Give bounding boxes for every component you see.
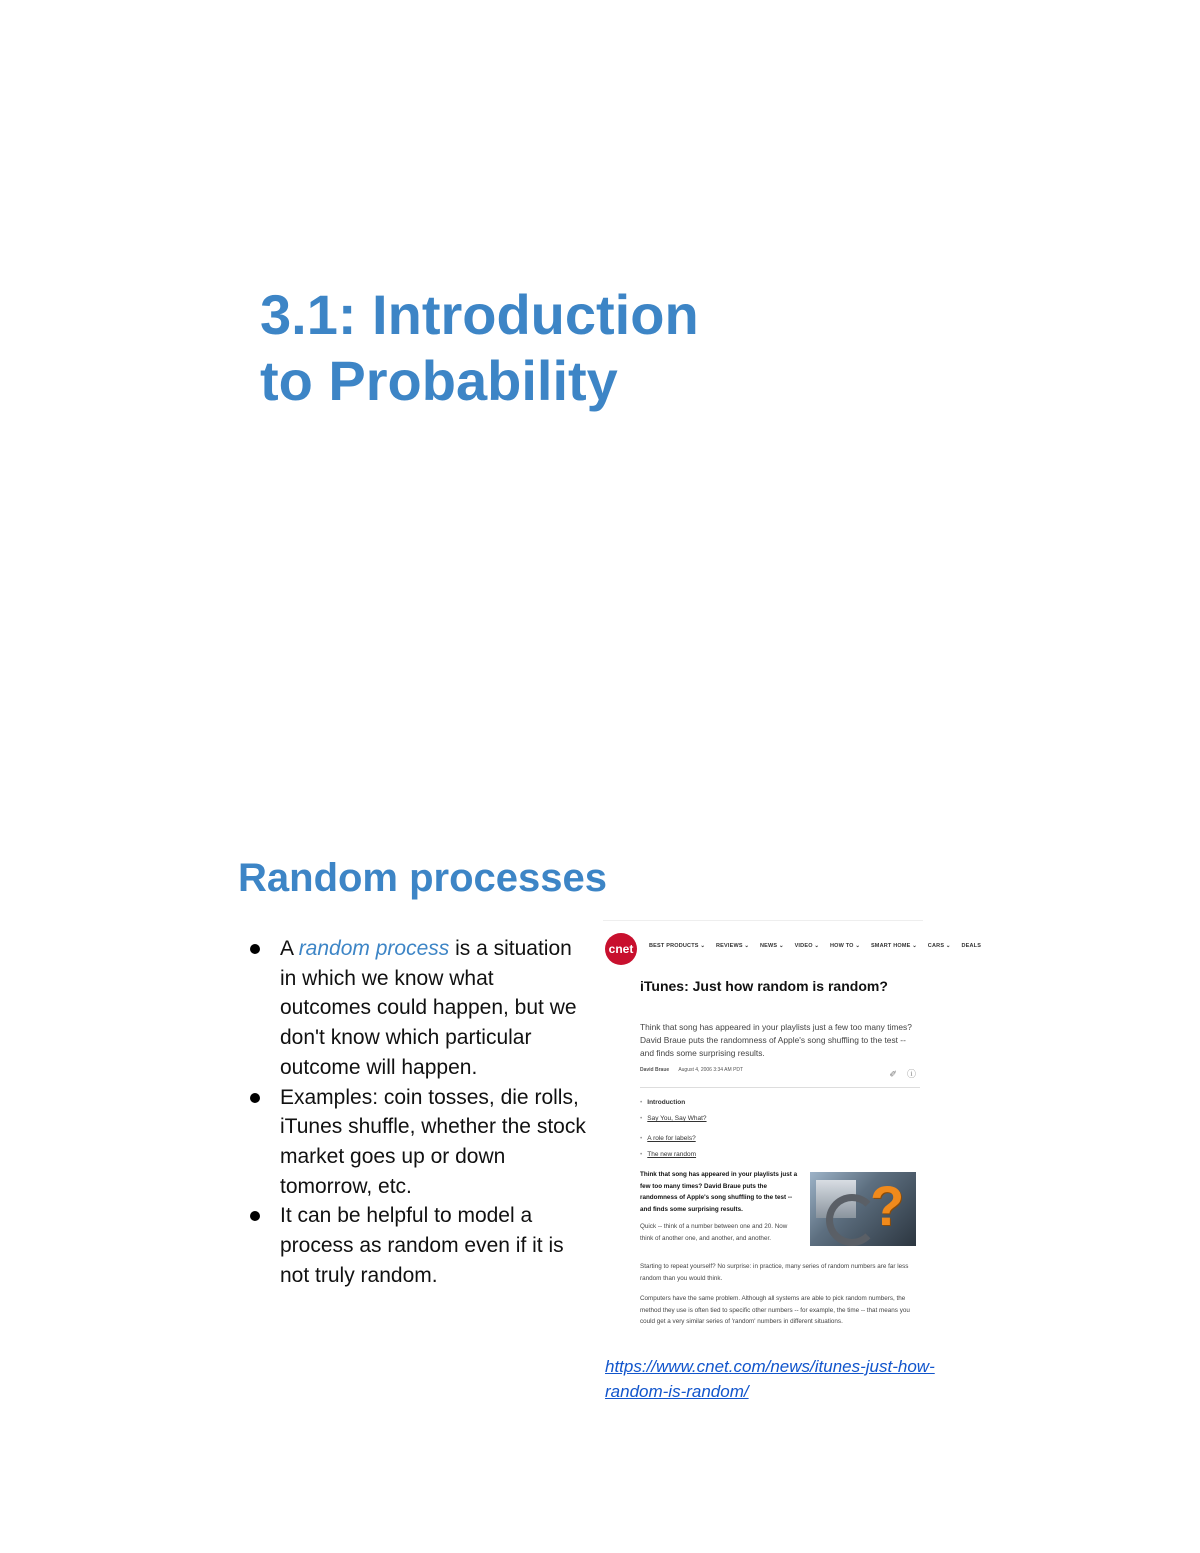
title-line-2: to Probability	[260, 349, 618, 412]
article-byline	[640, 1067, 920, 1088]
toc-item: • Introduction	[640, 1099, 686, 1106]
article-date: August 4, 2006 3:34 AM PDT	[678, 1067, 744, 1073]
article-paragraph: Starting to repeat yourself? No surprise: in practice, many series of random numbers are far less random than you would think.	[640, 1263, 909, 1282]
itunes-question-mark-image	[810, 1172, 916, 1246]
bullet-dot-icon	[250, 944, 260, 954]
toc-item: • The new random	[640, 1151, 697, 1158]
article-toc	[640, 1097, 840, 1165]
nav-item: SMART HOME ⌄	[870, 943, 918, 949]
article-headline: iTunes: Just how random is random?	[640, 978, 888, 994]
bullet-dot-icon	[250, 1211, 260, 1221]
bullet-modeling-text: It can be helpful to model a process as random even if it is not truly random.	[280, 1204, 564, 1287]
section-heading: Random processes	[238, 856, 608, 900]
bullet-item-definition	[248, 934, 588, 1083]
bullet-examples-text: Examples: coin tosses, die rolls, iTunes shuffle, whether the stock market goes up or down tomorrow, etc.	[280, 1085, 586, 1198]
toc-item: • A role for labels?	[640, 1135, 696, 1142]
title-line-1: 3.1: Introduction	[260, 283, 699, 346]
article-screenshot	[603, 920, 982, 1341]
article-paragraph: Quick -- think of a number between one and 20. Now think of another one, and another, and another.	[640, 1223, 788, 1242]
share-comment-icons	[889, 1067, 916, 1080]
cnet-logo: cnet	[605, 933, 637, 965]
bullet-prefix: A	[280, 937, 299, 960]
bullet-list	[248, 934, 588, 1290]
bullet-item-modeling	[248, 1201, 588, 1290]
bullet-dot-icon	[250, 1093, 260, 1103]
nav-item: HOW TO ⌄	[829, 943, 861, 949]
article-lede: Think that song has appeared in your playlists just a few too many times? David Braue puts the randomness of Apple's song shuffling to the test -- and finds some surprising results.	[640, 1171, 798, 1213]
page-title	[260, 282, 699, 414]
nav-item: CARS ⌄	[927, 943, 951, 949]
bullet-definition-text: is a situation in which we know what outcomes could happen, but we don't know which particular outcome will happen.	[280, 937, 577, 1079]
nav-item: VIDEO ⌄	[794, 943, 820, 949]
article-paragraph: Computers have the same problem. Although all systems are able to pick random numbers, the method they use is often tied to specific other numbers -- for example, the time -- that means you could get a very similar series of 'random' numbers in different situations.	[640, 1295, 910, 1325]
article-deck: Think that song has appeared in your playlists just a few too many times? David Braue puts the randomness of Apple's song shuffling to the test -- and finds some surprising results.	[640, 1022, 912, 1058]
question-mark-graphic: ?	[870, 1174, 905, 1237]
nav-item: NEWS ⌄	[759, 943, 784, 949]
random-process-term: random process	[298, 937, 450, 960]
nav-item: DEALS	[961, 943, 982, 949]
comment-icon: ⓘ	[906, 1069, 916, 1079]
article-nav	[649, 943, 982, 949]
bullet-item-examples	[248, 1083, 588, 1202]
source-link[interactable]: https://www.cnet.com/news/itunes-just-how-random-is-random/	[605, 1357, 935, 1401]
article-author: David Braue	[640, 1067, 670, 1073]
nav-item: REVIEWS ⌄	[715, 943, 750, 949]
nav-item: BEST PRODUCTS ⌄	[649, 943, 706, 949]
share-icon: ✐	[889, 1069, 897, 1079]
toc-item: • Say You, Say What?	[640, 1115, 707, 1122]
